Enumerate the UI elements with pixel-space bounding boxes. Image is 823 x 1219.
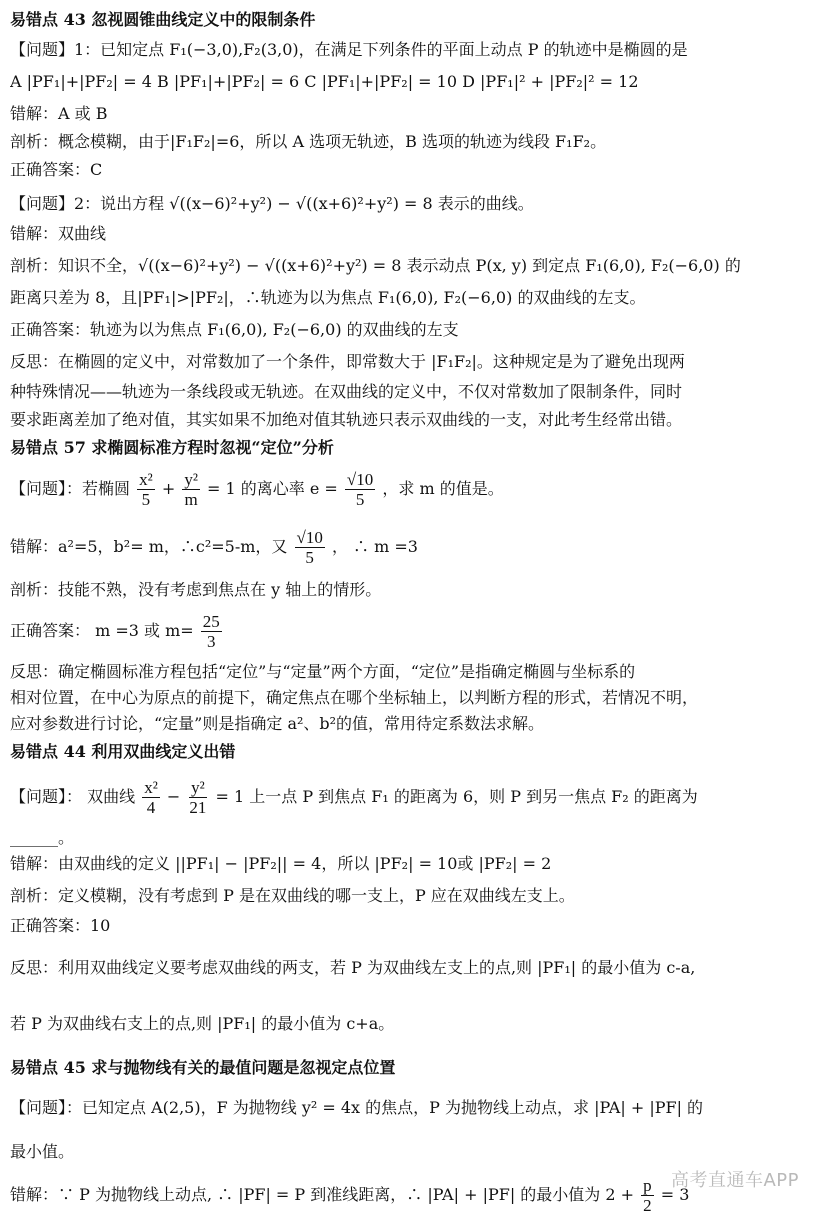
correct-answer-57 (10, 608, 815, 654)
wrong-answer-57 (10, 524, 815, 570)
section-heading-57: 易错点 57 求椭圆标准方程时忽视“定位”分析 (10, 438, 334, 457)
wrong-answer-57-suffix: ， ∴ m =3 (331, 537, 418, 556)
problem-44 (10, 772, 815, 822)
numerator: √10 (296, 528, 323, 547)
correct-answer-44: 正确答案：10 (10, 916, 111, 935)
problem-44-suffix: = 1 上一点 P 到焦点 F₁ 的距离为 6，则 P 到另一焦点 F₂ 的距离为 (215, 787, 698, 806)
analysis-problem-2-line2: 距离只差为 8，且|PF₁|>|PF₂|，∴轨迹为以为焦点 F₁(6,0), F₂(−6,0) 的双曲线的左支。 (10, 288, 646, 307)
fraction-x2-over-5 (137, 470, 155, 509)
problem-2-text: 【问题】2：说出方程 √((x−6)²+y²) − √((x+6)²+y²) = 8 表示的曲线。 (10, 194, 534, 213)
wrong-answer-45-suffix: = 3 (660, 1185, 690, 1204)
answer-blank: ______。 (10, 828, 75, 847)
numerator: y² (184, 470, 198, 489)
numerator: x² (144, 778, 158, 797)
correct-answer-problem-2: 正确答案：轨迹为以为焦点 F₁(6,0), F₂(−6,0) 的双曲线的左支 (10, 320, 459, 339)
problem-57-suffix: ，求 m 的值是。 (382, 479, 504, 498)
problem-57 (10, 466, 815, 512)
problem-1-options: A |PF₁|+|PF₂| = 4 B |PF₁|+|PF₂| = 6 C |PF₁|+|PF₂| = 10 D |PF₁|² + |PF₂|² = 12 (10, 72, 639, 91)
reflection-57-line1: 反思：确定椭圆标准方程包括“定位”与“定量”两个方面，“定位”是指确定椭圆与坐标系的 (10, 662, 636, 681)
denominator: 2 (643, 1196, 652, 1215)
fraction-root10-over-5 (295, 528, 325, 567)
plus-sign: + (161, 479, 176, 498)
analysis-problem-2-line1: 剖析：知识不全，√((x−6)²+y²) − √((x+6)²+y²) = 8 表示动点 P(x, y) 到定点 F₁(6,0), F₂(−6,0) 的 (10, 256, 741, 275)
problem-45-end: 最小值。 (10, 1142, 75, 1161)
problem-45: 【问题】：已知定点 A(2,5)，F 为抛物线 y² = 4x 的焦点，P 为抛物线上动点，求 |PA| + |PF| 的 (10, 1098, 704, 1117)
section-heading-45: 易错点 45 求与抛物线有关的最值问题是忽视定点位置 (10, 1058, 396, 1077)
numerator: x² (139, 470, 153, 489)
wrong-answer-57-text: 错解：a²=5，b²= m，∴c²=5-m，又 (10, 537, 288, 556)
denominator: 3 (207, 632, 216, 651)
fraction-y2-over-m (182, 470, 200, 509)
fraction-x2-over-4 (142, 778, 160, 817)
problem-44-prefix: 【问题】： 双曲线 (10, 787, 136, 806)
section-heading-44: 易错点 44 利用双曲线定义出错 (10, 742, 236, 761)
denominator: 4 (146, 798, 156, 817)
problem-57-prefix: 【问题】：若椭圆 (10, 479, 131, 498)
numerator: √10 (346, 470, 374, 489)
wrong-answer-45-text: 错解：∵ P 为抛物线上动点, ∴ |PF| = P 到准线距离，∴ |PA| + |PF| 的最小值为 2 + (10, 1185, 635, 1204)
wrong-answer-43: 错解：A 或 B (10, 104, 108, 123)
denominator: 5 (355, 490, 365, 509)
wrong-answer-44: 错解：由双曲线的定义 ||PF₁| − |PF₂|| = 4，所以 |PF₂| = 10或 |PF₂| = 2 (10, 854, 552, 873)
numerator: 25 (202, 612, 220, 631)
problem-1-text: 【问题】1：已知定点 F₁(−3,0),F₂(3,0)，在满足下列条件的平面上动点 P 的轨迹中是椭圆的是 (10, 40, 688, 59)
numerator: y² (191, 778, 205, 797)
fraction-p-over-2 (641, 1176, 654, 1215)
fraction-root10-over-5 (345, 470, 375, 509)
reflection-43-line3: 要求距离差加了绝对值，其实如果不加绝对值其轨迹只表示双曲线的一支，对此考生经常出错。 (10, 410, 683, 429)
watermark: 高考直通车APP (670, 1170, 799, 1191)
reflection-44-line2: 若 P 为双曲线右支上的点,则 |PF₁| 的最小值为 c+a。 (10, 1014, 395, 1033)
reflection-57-line2: 相对位置，在中心为原点的前提下，确定焦点在哪个坐标轴上，以判断方程的形式，若情况不明， (10, 688, 699, 707)
denominator: 5 (305, 548, 314, 567)
correct-answer-43: 正确答案：C (10, 160, 103, 179)
reflection-57-line3: 应对参数进行讨论，“定量”则是指确定 a²、b²的值，常用待定系数法求解。 (10, 714, 545, 733)
denominator: m (184, 490, 198, 509)
reflection-44-line1: 反思：利用双曲线定义要考虑双曲线的两支，若 P 为双曲线左支上的点,则 |PF₁| 的最小值为 c-a, (10, 958, 696, 977)
fraction-25-over-3 (201, 612, 222, 651)
section-heading-43: 易错点 43 忽视圆锥曲线定义中的限制条件 (10, 10, 316, 29)
denominator: 5 (141, 490, 151, 509)
correct-answer-57-text: 正确答案： m =3 或 m= (10, 621, 194, 640)
analysis-57: 剖析：技能不熟，没有考虑到焦点在 y 轴上的情形。 (10, 580, 382, 599)
fraction-y2-over-21 (187, 778, 208, 817)
numerator: p (643, 1176, 652, 1195)
minus-sign: − (166, 787, 181, 806)
reflection-43-line2: 种特殊情况——轨迹为一条线段或无轨迹。在双曲线的定义中，不仅对常数加了限制条件，同时 (10, 382, 683, 401)
analysis-44: 剖析：定义模糊，没有考虑到 P 是在双曲线的哪一支上，P 应在双曲线左支上。 (10, 886, 575, 905)
reflection-43-line1: 反思：在椭圆的定义中，对常数加了一个条件，即常数大于 |F₁F₂|。这种规定是为了避免出现两 (10, 352, 685, 371)
analysis-43: 剖析：概念模糊，由于|F₁F₂|=6，所以 A 选项无轨迹，B 选项的轨迹为线段 F₁F₂。 (10, 132, 607, 151)
wrong-answer-problem-2: 错解：双曲线 (10, 224, 107, 243)
denominator: 21 (189, 798, 207, 817)
eccentricity-label: = 1 的离心率 e = (207, 479, 338, 498)
